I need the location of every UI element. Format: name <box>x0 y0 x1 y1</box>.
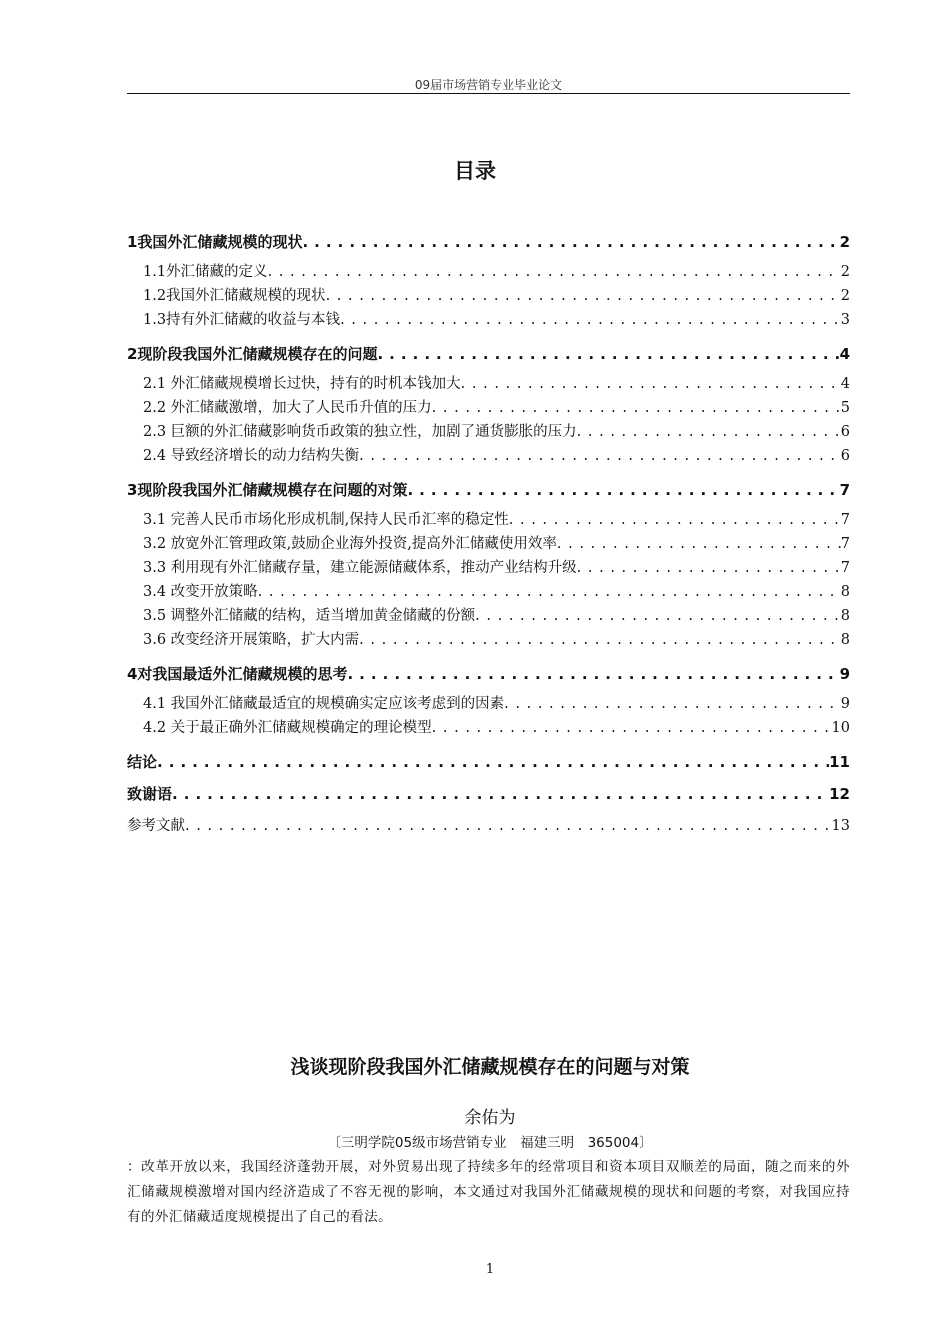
paper-author: 余佑为 <box>464 1108 516 1128</box>
toc-entry-page: 7 <box>839 481 850 499</box>
toc-entry-page: 3 <box>840 312 850 328</box>
toc-dot-leader <box>432 396 841 420</box>
toc-dot-leader <box>504 692 841 716</box>
toc-entry-page: 7 <box>840 536 850 552</box>
toc-dot-leader <box>577 556 841 580</box>
paper-abstract: ：改革开放以来，我国经济蓬勃开展，对外贸易出现了持续多年的经常项目和资本项目双顺差的局面，随之而来的外汇储藏规模激增对国内经济造成了不容无视的影响，本文通过对我国外汇储藏规模的现状和问题的考察，对我国应持有的外汇储藏适度规模提出了自己的看法。 <box>127 1159 850 1225</box>
toc-entry-page: 9 <box>839 665 850 683</box>
toc-entry-page: 6 <box>840 448 850 464</box>
toc-subsection-entry[interactable] <box>127 508 850 532</box>
toc-entry-page: 2 <box>839 233 850 251</box>
toc-entry-label: 1.3持有外汇储藏的收益与本钱 <box>143 312 341 328</box>
toc-entry-label: 2现阶段我国外汇储藏规模存在的问题 <box>127 345 378 363</box>
toc-entry-label: 3现阶段我国外汇储藏规模存在问题的对策 <box>127 481 408 499</box>
toc-subsection-entry[interactable] <box>127 716 850 740</box>
toc-entry-label: 1.1外汇储藏的定义 <box>143 264 268 280</box>
toc-entry-page: 4 <box>839 345 850 363</box>
toc-entry-page: 7 <box>840 512 850 528</box>
toc-entry-label: 2.3 巨额的外汇储藏影响货币政策的独立性，加剧了通货膨胀的压力 <box>143 424 577 440</box>
toc-entry-page: 4 <box>840 376 850 392</box>
toc-entry-label: 4.1 我国外汇储藏最适宜的规模确实定应该考虑到的因素 <box>143 696 505 712</box>
toc-subsection-entry[interactable] <box>127 372 850 396</box>
toc-subsection-entry[interactable] <box>127 420 850 444</box>
toc-section-entry[interactable] <box>127 660 850 688</box>
toc-entry-label: 4对我国最适外汇储藏规模的思考 <box>127 665 348 683</box>
toc-subsection-entry[interactable] <box>127 580 850 604</box>
page-number: 1 <box>485 1262 495 1277</box>
toc-entry-label: 1我国外汇储藏规模的现状 <box>127 233 303 251</box>
toc-entry-label: 3.5 调整外汇储藏的结构，适当增加黄金储藏的份额 <box>143 608 476 624</box>
toc-dot-leader <box>359 444 841 468</box>
toc-dot-leader <box>302 228 839 256</box>
toc-entry-page: 2 <box>840 288 850 304</box>
toc-entry-page: 5 <box>840 400 850 416</box>
toc-entry-page: 8 <box>840 584 850 600</box>
toc-dot-leader <box>359 628 841 652</box>
toc-entry-label: 结论 <box>127 753 158 771</box>
toc-entry-label: 3.1 完善人民币市场化形成机制,保持人民币汇率的稳定性 <box>143 512 509 528</box>
table-of-contents <box>127 228 850 840</box>
toc-subsection-entry[interactable] <box>127 532 850 556</box>
toc-dot-leader <box>258 580 841 604</box>
toc-dot-leader <box>475 604 841 628</box>
toc-entry-label: 致谢语 <box>127 785 173 803</box>
toc-references-entry[interactable] <box>127 812 850 840</box>
toc-entry-label: 2.4 导致经济增长的动力结构失衡 <box>143 448 360 464</box>
toc-section-entry[interactable] <box>127 748 850 776</box>
toc-dot-leader <box>577 420 841 444</box>
toc-entry-page: 9 <box>840 696 850 712</box>
toc-entry-label: 3.3 利用现有外汇储藏存量，建立能源储藏体系，推动产业结构升级 <box>143 560 577 576</box>
toc-subsection-entry[interactable] <box>127 396 850 420</box>
toc-dot-leader <box>172 780 829 808</box>
toc-entry-page: 6 <box>840 424 850 440</box>
toc-entry-page: 8 <box>840 608 850 624</box>
toc-entry-page: 11 <box>829 753 850 771</box>
toc-entry-label: 2.2 外汇储藏激增，加大了人民币升值的压力 <box>143 400 432 416</box>
toc-subsection-entry[interactable] <box>127 284 850 308</box>
paper-title: 浅谈现阶段我国外汇储藏规模存在的问题与对策 <box>290 1056 690 1078</box>
toc-dot-leader <box>326 284 841 308</box>
toc-spacer <box>127 740 850 748</box>
toc-section-entry[interactable] <box>127 340 850 368</box>
toc-dot-leader <box>461 372 841 396</box>
toc-entry-label: 参考文献 <box>127 818 185 834</box>
toc-subsection-entry[interactable] <box>127 604 850 628</box>
toc-dot-leader <box>557 532 841 556</box>
toc-entry-label: 3.6 改变经济开展策略，扩大内需 <box>143 632 360 648</box>
toc-dot-leader <box>340 308 841 332</box>
toc-entry-label: 4.2 关于最正确外汇储藏规模确定的理论模型 <box>143 720 432 736</box>
toc-entry-page: 8 <box>840 632 850 648</box>
toc-entry-label: 3.4 改变开放策略 <box>143 584 258 600</box>
toc-dot-leader <box>432 716 832 740</box>
toc-section-entry[interactable] <box>127 476 850 504</box>
toc-subsection-entry[interactable] <box>127 692 850 716</box>
toc-subsection-entry[interactable] <box>127 556 850 580</box>
toc-subsection-entry[interactable] <box>127 444 850 468</box>
toc-entry-page: 7 <box>840 560 850 576</box>
toc-title: 目录 <box>454 159 496 183</box>
toc-spacer <box>127 332 850 340</box>
header-rule <box>127 93 850 94</box>
toc-entry-label: 2.1 外汇储藏规模增长过快，持有的时机本钱加大 <box>143 376 461 392</box>
running-header: 09届市场营销专业毕业论文 <box>414 78 563 92</box>
toc-section-entry[interactable] <box>127 228 850 256</box>
toc-entry-page: 13 <box>831 818 850 834</box>
toc-dot-leader <box>157 748 829 776</box>
toc-dot-leader <box>509 508 841 532</box>
toc-entry-page: 10 <box>831 720 850 736</box>
toc-dot-leader <box>407 476 839 504</box>
toc-dot-leader <box>185 812 832 840</box>
toc-entry-page: 2 <box>840 264 850 280</box>
toc-subsection-entry[interactable] <box>127 628 850 652</box>
toc-dot-leader <box>268 260 841 284</box>
toc-dot-leader <box>347 660 839 688</box>
toc-section-entry[interactable] <box>127 780 850 808</box>
toc-spacer <box>127 468 850 476</box>
toc-entry-label: 3.2 放宽外汇管理政策,鼓励企业海外投资,提高外汇储藏使用效率 <box>143 536 557 552</box>
toc-entry-page: 12 <box>829 785 850 803</box>
toc-entry-label: 1.2我国外汇储藏规模的现状 <box>143 288 326 304</box>
toc-subsection-entry[interactable] <box>127 308 850 332</box>
toc-spacer <box>127 652 850 660</box>
author-affiliation: 〔三明学院05级市场营销专业 福建三明 365004〕 <box>327 1135 653 1151</box>
toc-subsection-entry[interactable] <box>127 260 850 284</box>
toc-dot-leader <box>377 340 839 368</box>
